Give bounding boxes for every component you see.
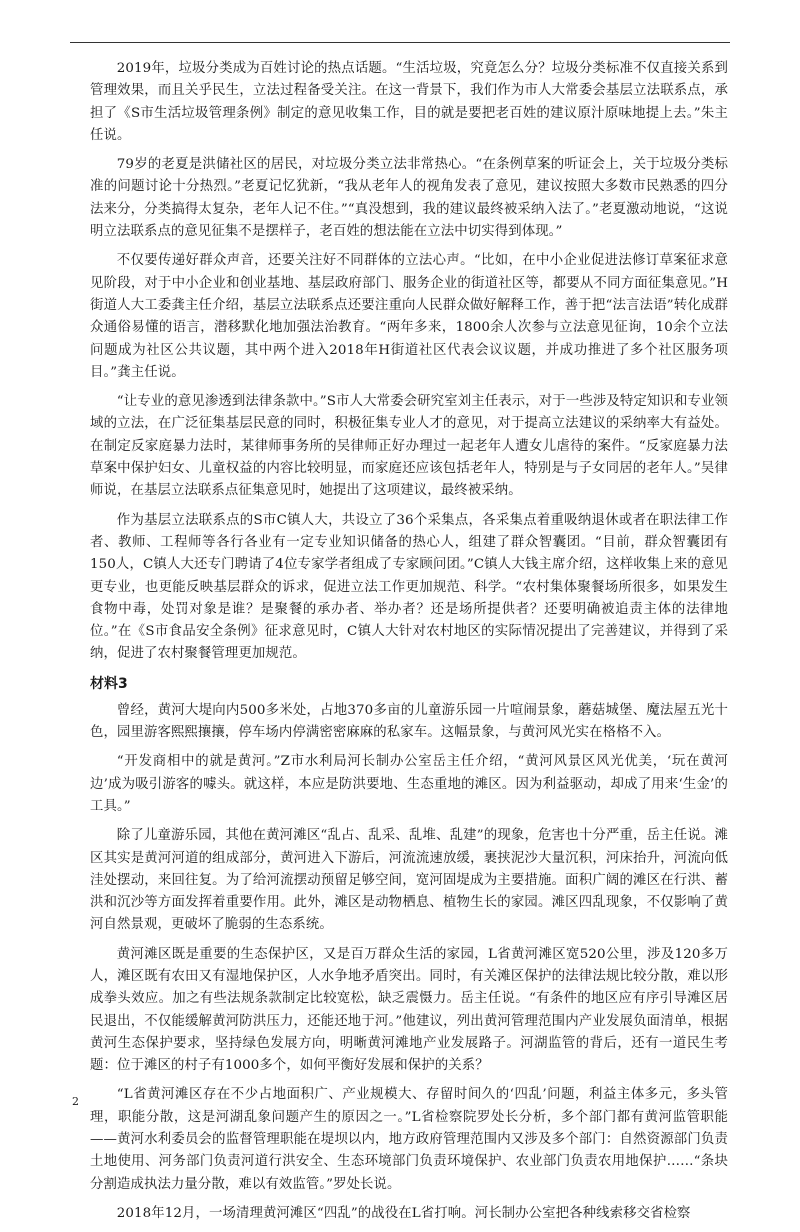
paragraph: 作为基层立法联系点的S市C镇人大，共设立了36个采集点，各采集点着重吸纳退休或者在职法律工作者、教师、工程师等各行各业有一定专业知识储备的热心人，组建了群众智囊团。“目前，群众智囊团有150人，C镇人大还专门聘请了4位专家学者组成了专家顾问团。”C镇人大钱主席介绍，这样收集上来的意见更专业，也更能反映基层群众的诉求，促进立法工作更加规范、科学。“农村集体聚餐场所很多，如果发生食物中毒，处罚对象是谁？是聚餐的承办者、举办者？还是场所提供者？还要明确被追责主体的法律地位。”在《S市食品安全条例》征求意见时，C镇人大针对农村地区的实际情况提出了完善建议，并得到了采纳，促进了农村聚餐管理更加规范。 — [90, 512, 728, 662]
paragraph: “L省黄河滩区存在不少占地面积广、产业规模大、存留时间久的‘四乱’问题，利益主体多元，多头管理，职能分散，这是河湖乱象问题产生的原因之一。”L省检察院罗处长分析，多个部门都有黄河监管职能——黄河水利委员会的监督管理职能在堤坝以内，地方政府管理范围内又涉及多个部门：自然资源部门负责土地使用、河务部门负责河道行洪安全、生态环境部门负责环境保护、农业部门负责农用地保护……“条块分割造成执法力量分散，难以有效监管。”罗处长说。 — [90, 1087, 728, 1192]
paragraph: 79岁的老夏是洪储社区的居民，对垃圾分类立法非常热心。“在条例草案的听证会上，关于垃圾分类标准的问题讨论十分热烈。”老夏记忆犹新，“我从老年人的视角发表了意见，建议按照大多数市民熟悉的四分法来分，分类搞得太复杂，老年人记不住。”“真没想到，我的建议最终被采纳入法了。”老夏激动地说，“这说明立法联系点的意见征集不是摆样子，老百姓的想法能在立法中切实得到体现。” — [90, 157, 728, 240]
paragraph: 黄河滩区既是重要的生态保护区，又是百万群众生活的家园，L省黄河滩区宽520公里，涉及120多万人，滩区既有农田又有湿地保护区，人水争地矛盾突出。同时，有关滩区保护的法律法规比较分散，难以形成拳头效应。加之有些法规条款制定比较宽松，缺乏震慑力。岳主任说。“有条件的地区应有序引导滩区居民退出，不仅能缓解黄河防洪压力，还能还地于河。”他建议，列出黄河管理范围内产业发展负面清单，根据黄河生态保护要求，坚持绿色发展方向，明晰黄河滩地产业发展路子。河湖监管的背后，还有一道民生考题：位于滩区的村子有1000多个，如何平衡好发展和保护的关系？ — [90, 946, 728, 1074]
document-body — [90, 58, 728, 1232]
paragraph: 曾经，黄河大堤向内500多米处，占地370多亩的儿童游乐园一片喧闹景象，蘑菇城堡、魔法屋五光十色，园里游客熙熙攘攘，停车场内停满密密麻麻的私家车。这幅景象，与黄河风光实在格格不入。 — [90, 702, 728, 741]
paragraph: “开发商相中的就是黄河。”Z市水利局河长制办公室岳主任介绍，“黄河风景区风光优美，‘玩在黄河边’成为吸引游客的噱头。就这样，本应是防洪要地、生态重地的滩区。因为利益驱动，却成了用来‘生金’的工具。” — [90, 754, 728, 814]
header-rule — [70, 42, 730, 43]
paragraph: 不仅要传递好群众声音，还要关注好不同群体的立法心声。“比如，在中小企业促进法修订草案征求意见阶段，对于中小企业和创业基地、基层政府部门、服务企业的街道社区等，都要从不同方面征集意见。”H街道人大工委龚主任介绍，基层立法联系点还要注重向人民群众做好解释工作，善于把“法言法语”转化成群众通俗易懂的语言，潜移默化地加强法治教育。“两年多来，1800余人次参与立法意见征询，10余个立法问题成为社区公共议题，其中两个进入2018年H街道社区代表会议议题，并成功推进了多个社区服务项目。”龚主任说。 — [90, 253, 728, 380]
paragraph: “让专业的意见渗透到法律条款中。”S市人大常委会研究室刘主任表示，对于一些涉及特定知识和专业领域的立法，在广泛征集基层民意的同时，积极征集专业人才的意见，对于提高立法建议的采纳率大有益处。在制定反家庭暴力法时，某律师事务所的吴律师正好办理过一起老年人遭女儿虐待的案件。“反家庭暴力法草案中保护妇女、儿童权益的内容比较明显，而家庭还应该包括老年人，特别是与子女同居的老年人。”吴律师说，在基层立法联系点征集意见时，她提出了这项建议，最终被采纳。 — [90, 394, 728, 499]
section-heading: 材料3 — [90, 675, 128, 692]
paragraph: 除了儿童游乐园，其他在黄河滩区“乱占、乱采、乱堆、乱建”的现象，危害也十分严重，岳主任说。滩区其实是黄河河道的组成部分，黄河进入下游后，河流流速放缓，裹挟泥沙大量沉积，河床抬升，河流向低洼处摆动，来回往复。为了给河流摆动预留足够空间，宽河固堤成为主要措施。面积广阔的滩区在行洪、蓄洪和沉沙等方面发挥着重要作用。此外，滩区是动物栖息、植物生长的家园。滩区四乱现象，不仅影响了黄河自然景观，更破坏了脆弱的生态系统。 — [90, 828, 728, 933]
paragraph: 2018年12月，一场清理黄河滩区“四乱”的战役在L省打响。河长制办公室把各种线索移交省检察 — [116, 1205, 691, 1221]
page-number: 2 — [72, 1095, 79, 1108]
paragraph: 2019年，垃圾分类成为百姓讨论的热点话题。“生活垃圾，究竟怎么分？垃圾分类标准不仅直接关系到管理效果，而且关乎民生，立法过程备受关注。在这一背景下，我们作为市人大常委会基层立法联系点，承担了《S市生活垃圾管理条例》制定的意见收集工作，目的就是要把老百姓的建议原汁原味地提上去。”朱主任说。 — [90, 61, 728, 143]
